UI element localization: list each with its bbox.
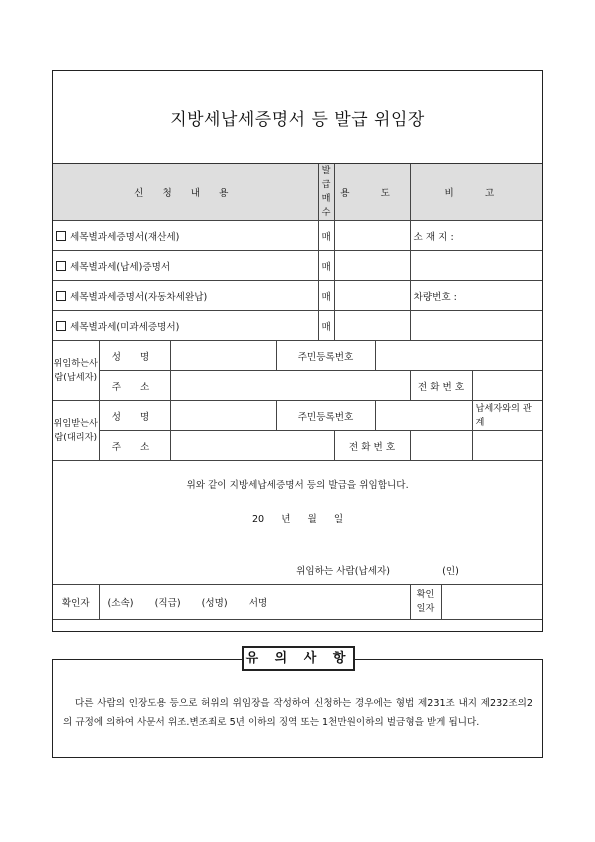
checkbox[interactable] (56, 321, 66, 331)
declaration-row (53, 461, 542, 585)
delegate-phone-field[interactable] (410, 431, 472, 461)
delegator-row (53, 371, 542, 401)
delegate-row (53, 431, 542, 461)
header-purpose: 용 도 (334, 164, 410, 221)
delegator-name-label: 성 명 (99, 341, 170, 371)
delegate-id-label: 주민등록번호 (276, 401, 375, 431)
declaration-text: 위와 같이 지방세납세증명서 등의 발급을 위임합니다. (186, 480, 409, 491)
delegation-form (52, 70, 543, 632)
item-label[interactable]: 세목별과세증명서(자동차세완납) (53, 281, 318, 311)
item-purpose-cell[interactable] (334, 221, 410, 251)
delegate-row (53, 401, 542, 431)
item-unit: 매 (318, 221, 334, 251)
delegate-name-label: 성 명 (99, 401, 170, 431)
header-remarks: 비 고 (410, 164, 542, 221)
form-table (53, 164, 542, 620)
delegate-label: 위임받는사람(대리자) (53, 401, 99, 461)
seal-mark: (인) (442, 566, 459, 577)
confirm-fields[interactable]: (소속) (직급) (성명) 서명 (99, 585, 410, 620)
delegator-id-field[interactable] (375, 341, 542, 371)
item-purpose-cell[interactable] (334, 251, 410, 281)
item-remark[interactable] (410, 251, 542, 281)
item-row (53, 221, 542, 251)
header-row (53, 164, 542, 221)
confirm-date-field[interactable] (441, 585, 542, 620)
delegator-id-label: 주민등록번호 (276, 341, 375, 371)
item-purpose-cell[interactable] (334, 281, 410, 311)
confirm-row (53, 585, 542, 620)
item-row (53, 251, 542, 281)
item-label[interactable]: 세목별과세(미과세증명서) (53, 311, 318, 341)
item-unit: 매 (318, 281, 334, 311)
delegator-label: 위임하는사람(납세자) (53, 341, 99, 401)
confirm-date-label: 확인 일자 (410, 585, 441, 620)
declaration-date: 20 년 월 일 (251, 514, 344, 525)
delegator-row (53, 341, 542, 371)
header-count: 발급 매수 (318, 164, 334, 221)
page-title: 지방세납세증명서 등 발급 위임장 (53, 71, 542, 164)
item-label[interactable]: 세목별과세증명서(재산세) (53, 221, 318, 251)
item-remark[interactable]: 소 재 지 : (410, 221, 542, 251)
delegate-address-label: 주 소 (99, 431, 170, 461)
delegate-relation-field[interactable] (472, 431, 542, 461)
item-label[interactable]: 세목별과세(납세)증명서 (53, 251, 318, 281)
checkbox[interactable] (56, 231, 66, 241)
delegator-address-label: 주 소 (99, 371, 170, 401)
item-row (53, 311, 542, 341)
confirm-label: 확인자 (53, 585, 99, 620)
item-remark[interactable] (410, 311, 542, 341)
item-row (53, 281, 542, 311)
item-purpose-cell[interactable] (334, 311, 410, 341)
delegate-relation-label: 납세자와의 관 계 (472, 401, 542, 431)
item-remark[interactable]: 차량번호 : (410, 281, 542, 311)
notice-box (52, 651, 543, 758)
delegate-name-field[interactable] (170, 401, 276, 431)
declaration-signer: 위임하는 사람(납세자) (인) (296, 566, 459, 577)
notice-body: 다른 사람의 인장도용 등으로 허위의 위임장을 작성하여 신청하는 경우에는 형법 제231조 내지 제232조의2의 규정에 의하여 사문서 위조.변조죄로 5년 이하의 징역 또는 1천만원이하의 벌금형을 받게 됩니다. (63, 698, 533, 728)
delegate-phone-label: 전 화 번 호 (334, 431, 410, 461)
delegate-address-field[interactable] (170, 431, 334, 461)
delegator-phone-label: 전 화 번 호 (410, 371, 472, 401)
checkbox[interactable] (56, 291, 66, 301)
delegator-name-field[interactable] (170, 341, 276, 371)
delegate-id-field[interactable] (375, 401, 472, 431)
checkbox[interactable] (56, 261, 66, 271)
item-unit: 매 (318, 251, 334, 281)
item-unit: 매 (318, 311, 334, 341)
delegator-address-field[interactable] (170, 371, 410, 401)
delegator-phone-field[interactable] (472, 371, 542, 401)
notice-title: 유 의 사 항 (242, 646, 355, 671)
header-content: 신 청 내 용 (53, 164, 318, 221)
